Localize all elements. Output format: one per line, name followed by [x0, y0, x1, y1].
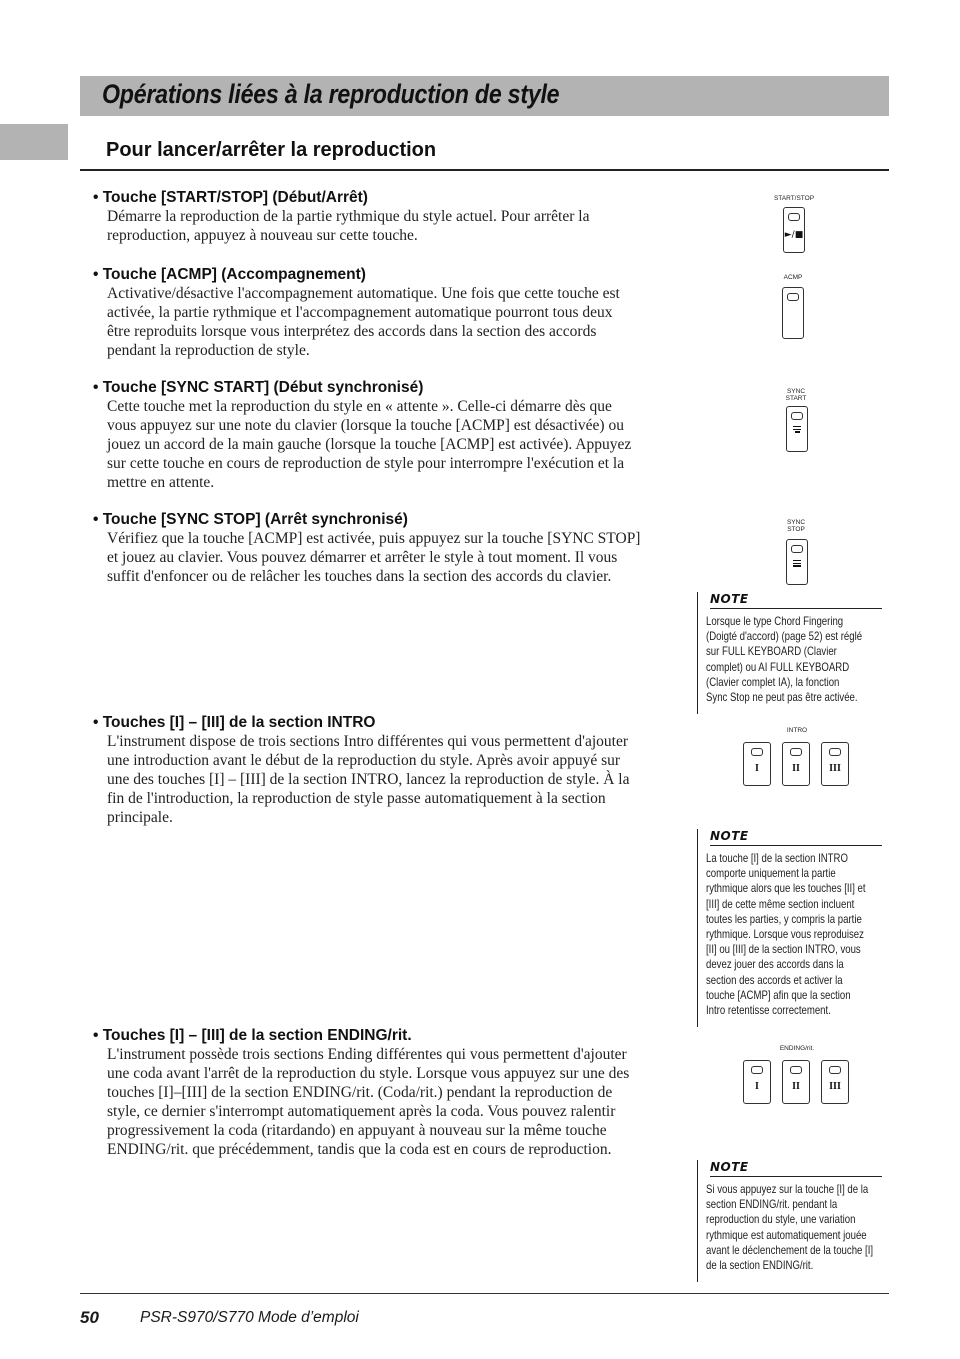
body-line: une introduction avant le début de la reproduction du style. Après avoir appuyé sur	[107, 752, 621, 769]
body-line: une coda avant l'arrêt de la reproduction du style. Lorsque vous appuyez sur une des	[107, 1065, 630, 1082]
section-body	[107, 1045, 683, 1159]
body-line: Vérifiez que la touche [ACMP] est activée, puis appuyez sur la touche [SYNC STOP]	[107, 530, 641, 547]
section-body	[107, 397, 683, 492]
note-line: rythmique. Lorsque vous reproduisez	[706, 927, 864, 942]
body-line: suffit d'enfoncer ou de relâcher les touches dans la section des accords du clavier.	[107, 568, 612, 585]
intro-2-button[interactable]	[782, 742, 810, 786]
section-body	[107, 529, 683, 586]
note-heading: NOTE	[710, 829, 882, 846]
note-line: [II] ou [III] de la section INTRO, vous	[706, 942, 861, 957]
body-line: progressivement la coda (ritardando) en appuyant à nouveau sur la même touche	[107, 1122, 607, 1139]
section-acmp	[93, 265, 683, 360]
ending-3-button[interactable]	[821, 1060, 849, 1104]
note-heading: NOTE	[710, 592, 882, 609]
note-line: sur FULL KEYBOARD (Clavier	[706, 644, 837, 659]
ending-label: ENDING/rit.	[779, 1045, 815, 1052]
button-led-icon	[791, 545, 803, 553]
start-stop-label: START/STOP	[773, 195, 815, 202]
section-intro	[93, 713, 683, 827]
label-line: START	[785, 395, 807, 402]
body-line: touches [I]–[III] de la section ENDING/rit. (Coda/rit.) pendant la reproduction de	[107, 1084, 613, 1101]
chapter-side-tab	[0, 124, 68, 160]
ending-2-label: II	[792, 1081, 800, 1092]
body-line: L'instrument possède trois sections Ending différentes qui vous permettent d'ajouter	[107, 1046, 627, 1063]
intro-2-label: II	[792, 763, 800, 774]
intro-3-label: III	[829, 763, 841, 774]
intro-1-label: I	[755, 763, 759, 774]
ending-3-label: III	[829, 1081, 841, 1092]
section-ending	[93, 1026, 683, 1159]
body-line: vous appuyez sur une note du clavier (lorsque la touche [ACMP] est désactivée) ou	[107, 417, 624, 434]
section-heading: • Touche [SYNC START] (Début synchronisé)	[93, 379, 424, 396]
button-led-icon	[790, 1066, 802, 1074]
body-line: jouez un accord de la main gauche (lorsque la touche [ACMP] est activée). Appuyez	[107, 436, 632, 453]
note-line: complet) ou AI FULL KEYBOARD	[706, 659, 850, 674]
body-line: Activative/désactive l'accompagnement automatique. Une fois que cette touche est	[107, 285, 620, 302]
body-line: style, ce dernier s'interrompt automatiquement après la coda. Vous pouvez ralentir	[107, 1103, 616, 1120]
acmp-button[interactable]	[782, 287, 804, 339]
sync-stop-label	[766, 519, 826, 533]
note-line: reproduction du style, une variation	[706, 1212, 856, 1227]
intro-1-button[interactable]	[743, 742, 771, 786]
note-line: section ENDING/rit. pendant la	[706, 1197, 838, 1212]
label-line: SYNC	[786, 519, 806, 526]
button-led-icon	[751, 1066, 763, 1074]
body-line: principale.	[107, 809, 173, 826]
note-line: Lorsque le type Chord Fingering	[706, 614, 844, 628]
note-line: de la section ENDING/rit.	[706, 1258, 814, 1273]
label-line: STOP	[787, 526, 805, 533]
note-line: La touche [I] de la section INTRO	[706, 851, 848, 865]
note-line: avant le déclenchement de la touche [I]	[706, 1242, 874, 1257]
note-intro	[697, 829, 882, 1027]
section-subtitle: Pour lancer/arrêter la reproduction	[106, 139, 437, 161]
note-ending	[697, 1160, 882, 1282]
body-line: pendant la reproduction de style.	[107, 342, 310, 359]
acmp-label: ACMP	[783, 274, 803, 281]
body-line: activée, la partie rythmique et l'accompagnement automatique pourront tous deux	[107, 304, 613, 321]
button-led-icon	[790, 748, 802, 756]
note-line: section des accords et activer la	[706, 972, 843, 987]
button-led-icon	[788, 213, 800, 221]
note-body	[706, 614, 882, 705]
body-line: L'instrument dispose de trois sections Intro différentes qui vous permettent d'ajouter	[107, 733, 628, 750]
note-line: Intro retentisse correctement.	[706, 1003, 831, 1018]
section-body	[107, 207, 683, 245]
section-heading: • Touches [I] – [III] de la section ENDING/rit.	[93, 1027, 412, 1044]
body-line: une des touches [I] – [III] de la section INTRO, lancez la reproduction de style. À la	[107, 771, 630, 788]
note-line: [III] de cette même section incluent	[706, 896, 855, 911]
page-title: Opérations liées à la reproduction de style	[102, 79, 560, 109]
section-sync-start	[93, 378, 683, 492]
button-led-icon	[791, 412, 803, 420]
body-line: reproduction, appuyez à nouveau sur cette touche.	[107, 227, 418, 244]
body-line: mettre en attente.	[107, 474, 215, 491]
play-stop-icon: ►/■	[784, 230, 804, 240]
note-line: Sync Stop ne peut pas être activée.	[706, 690, 858, 705]
ending-1-button[interactable]	[743, 1060, 771, 1104]
note-body	[706, 851, 882, 1018]
body-line: sur cette touche en cours de reproduction de style pour interrompre l'exécution et la	[107, 455, 625, 472]
body-line: fin de l'introduction, la reproduction de style passe automatiquement à la section	[107, 790, 606, 807]
sync-start-icon	[793, 426, 801, 434]
section-body	[107, 284, 683, 360]
body-line: ENDING/rit. que précédemment, tandis que la coda est en cours de reproduction.	[107, 1141, 612, 1158]
chapter-header-bar	[80, 76, 889, 116]
section-start-stop	[93, 188, 683, 245]
body-line: et jouez au clavier. Vous pouvez démarrer et arrêter le style à tout moment. Il vous	[107, 549, 618, 566]
button-led-icon	[751, 748, 763, 756]
note-line: comporte uniquement la partie	[706, 866, 836, 881]
manual-title: PSR-S970/S770 Mode d’emploi	[140, 1309, 359, 1326]
sync-start-label	[766, 388, 826, 402]
section-sync-stop	[93, 510, 683, 586]
note-line: rythmique alors que les touches [II] et	[706, 881, 866, 896]
page-number: 50	[80, 1308, 99, 1327]
subtitle-divider	[80, 169, 889, 171]
body-line: Cette touche met la reproduction du style en « attente ». Celle-ci démarre dès que	[107, 398, 612, 415]
sync-stop-icon	[793, 560, 801, 568]
section-heading: • Touche [ACMP] (Accompagnement)	[93, 266, 366, 283]
section-heading: • Touche [SYNC STOP] (Arrêt synchronisé)	[93, 511, 408, 528]
note-line: toutes les parties, y compris la partie	[706, 911, 862, 926]
button-led-icon	[829, 748, 841, 756]
note-line: rythmique est automatiquement jouée	[706, 1227, 867, 1242]
ending-2-button[interactable]	[782, 1060, 810, 1104]
label-line: SYNC	[786, 388, 806, 395]
note-heading: NOTE	[710, 1160, 882, 1177]
body-line: être reproduits lorsque vous interprétez des accords dans la section des accords	[107, 323, 597, 340]
note-sync-stop	[697, 592, 882, 714]
sync-start-button[interactable]	[786, 406, 808, 452]
body-line: Démarre la reproduction de la partie rythmique du style actuel. Pour arrêter la	[107, 208, 590, 225]
button-led-icon	[829, 1066, 841, 1074]
start-stop-button[interactable]	[783, 207, 805, 253]
intro-3-button[interactable]	[821, 742, 849, 786]
section-heading: • Touches [I] – [III] de la section INTRO	[93, 714, 376, 731]
section-body	[107, 732, 683, 827]
note-line: touche [ACMP] afin que la section	[706, 987, 851, 1002]
note-line: (Clavier complet IA), la fonction	[706, 674, 840, 689]
sync-stop-button[interactable]	[786, 539, 808, 585]
note-line: Si vous appuyez sur la touche [I] de la	[706, 1182, 869, 1196]
footer-divider	[80, 1293, 889, 1294]
note-line: devez jouer des accords dans la	[706, 957, 844, 972]
ending-1-label: I	[755, 1081, 759, 1092]
section-heading: • Touche [START/STOP] (Début/Arrêt)	[93, 189, 368, 206]
button-led-icon	[787, 293, 799, 301]
intro-label: INTRO	[786, 727, 808, 734]
note-line: (Doigté d'accord) (page 52) est réglé	[706, 629, 863, 644]
note-body	[706, 1182, 882, 1273]
